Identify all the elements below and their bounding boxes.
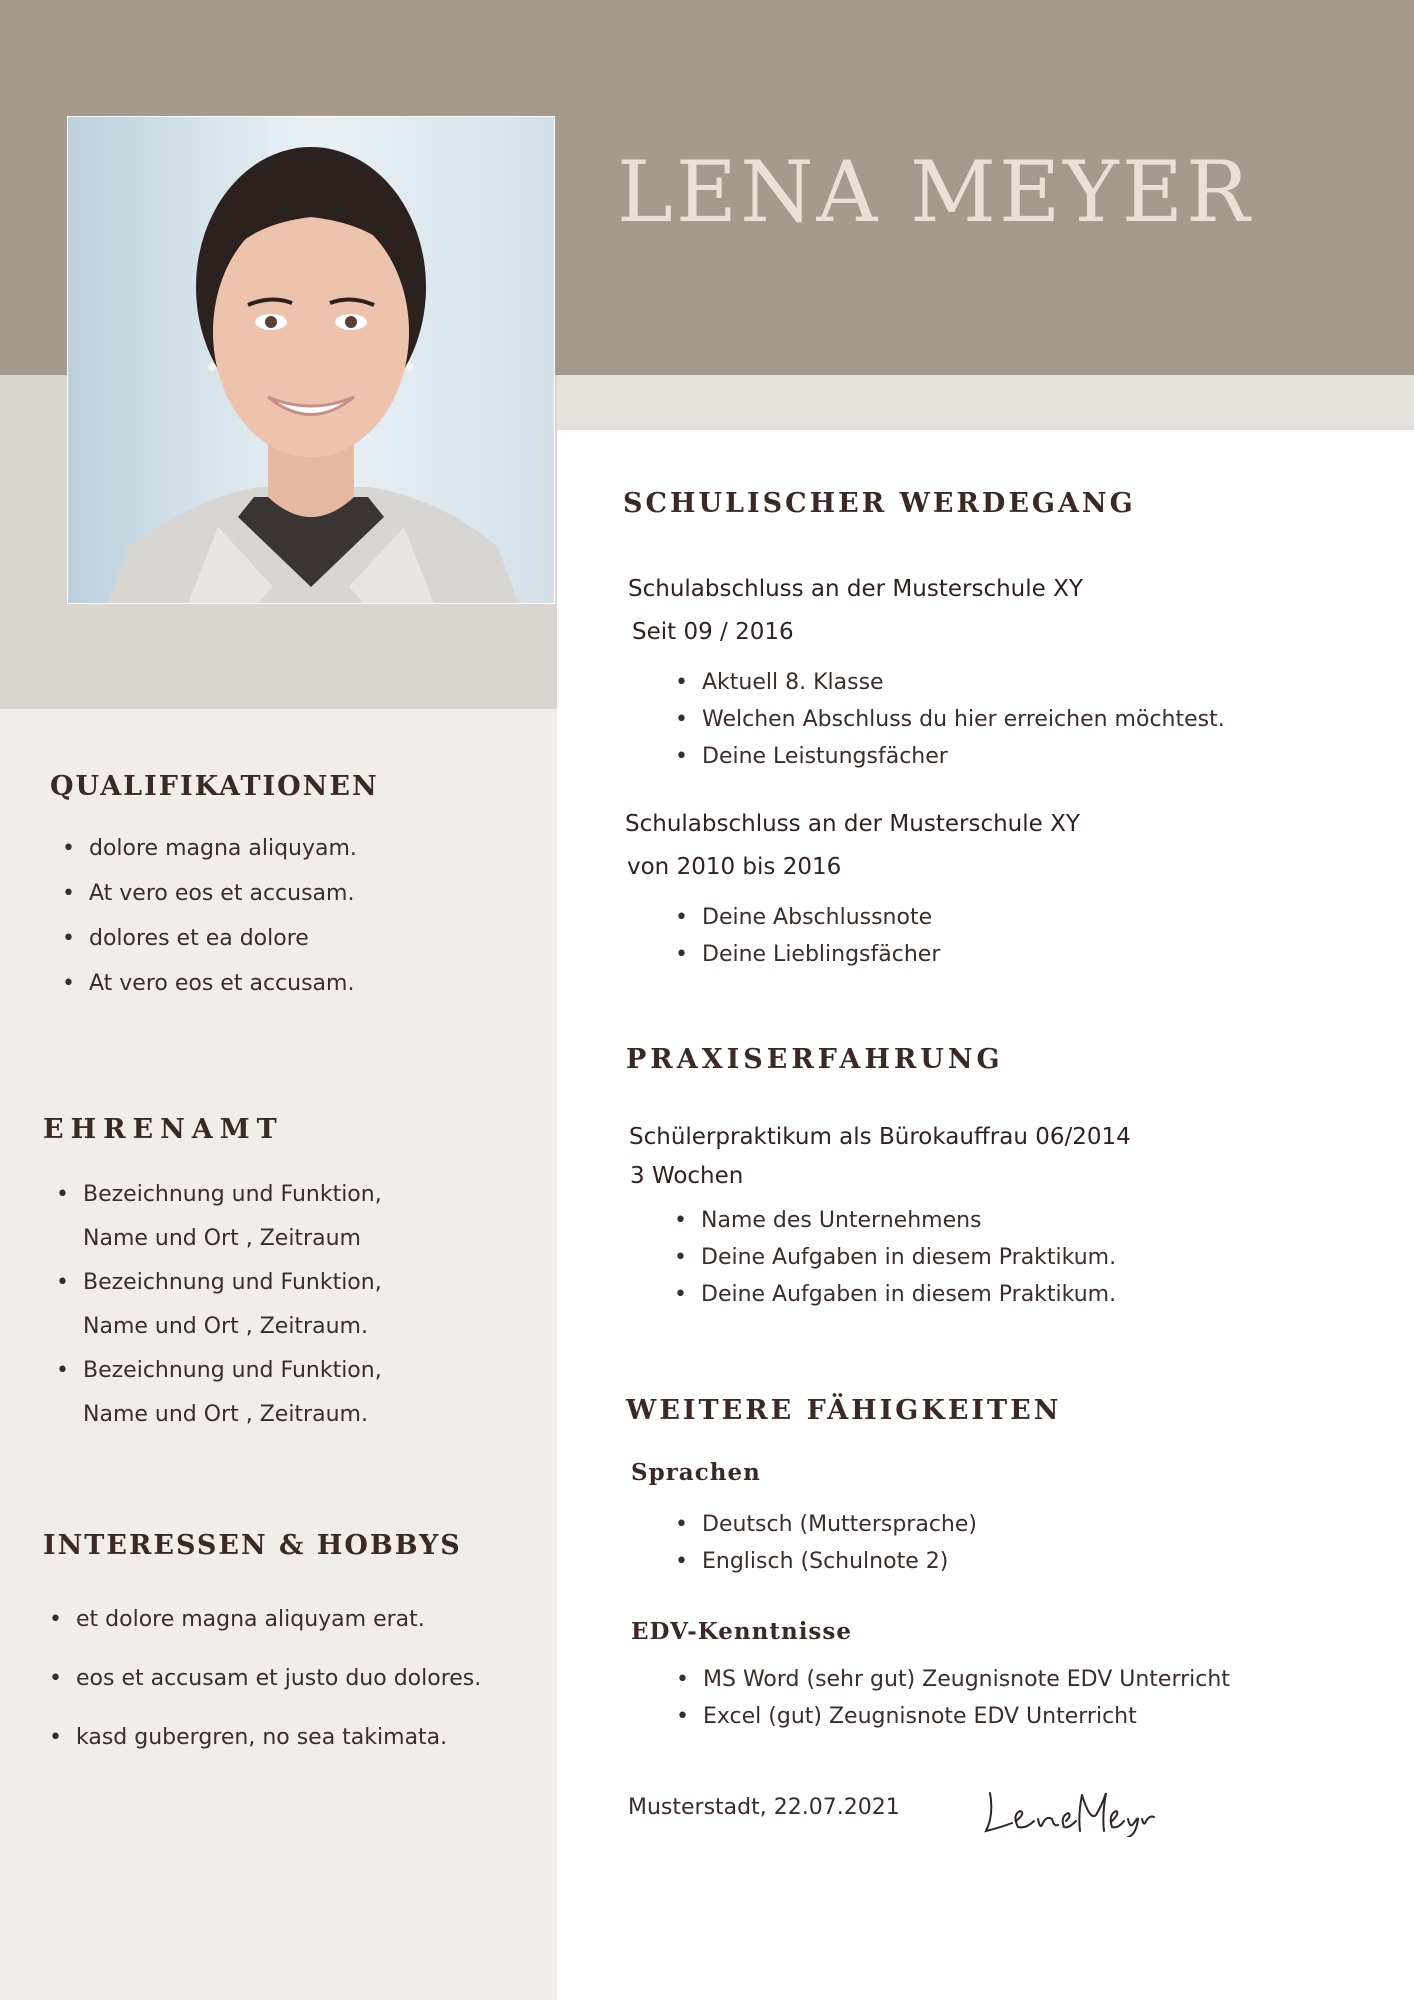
list-item: • Aktuell 8. Klasse bbox=[675, 664, 1225, 701]
subsection-title-sprachen: Sprachen bbox=[631, 1459, 761, 1486]
section-title-hobbys: INTERESSEN & HOBBYS bbox=[43, 1530, 462, 1561]
hobbies-list bbox=[49, 1590, 481, 1767]
section-title-praxis: PRAXISERFAHRUNG bbox=[626, 1044, 1004, 1075]
internship-period: 3 Wochen bbox=[630, 1163, 744, 1189]
list-item: • Deutsch (Muttersprache) bbox=[675, 1506, 977, 1543]
list-item: • Welchen Abschluss du hier erreichen möchtest. bbox=[675, 701, 1225, 738]
school-entry-period: von 2010 bis 2016 bbox=[627, 854, 842, 880]
list-item: • MS Word (sehr gut) Zeugnisnote EDV Unterricht bbox=[676, 1661, 1230, 1698]
list-item: • Bezeichnung und Funktion, Name und Ort , Zeitraum bbox=[56, 1173, 382, 1261]
volunteer-list bbox=[56, 1173, 382, 1437]
list-item: • et dolore magna aliquyam erat. bbox=[49, 1590, 481, 1649]
list-item: • Bezeichnung und Funktion, Name und Ort , Zeitraum. bbox=[56, 1349, 382, 1437]
list-item: • dolore magna aliquyam. bbox=[62, 826, 357, 871]
list-item: • kasd gubergren, no sea takimata. bbox=[49, 1708, 481, 1767]
school-entry-title: Schulabschluss an der Musterschule XY bbox=[628, 576, 1083, 602]
section-title-faehigkeiten: WEITERE FÄHIGKEITEN bbox=[626, 1395, 1062, 1426]
list-item: • At vero eos et accusam. bbox=[62, 871, 357, 916]
section-title-ehrenamt: EHRENAMT bbox=[43, 1114, 284, 1145]
list-item: • Englisch (Schulnote 2) bbox=[675, 1543, 977, 1580]
school-entry-bullets bbox=[675, 899, 940, 973]
profile-photo bbox=[67, 116, 555, 604]
language-list bbox=[675, 1506, 977, 1580]
it-skills-list bbox=[676, 1661, 1230, 1735]
school-entry-period: Seit 09 / 2016 bbox=[632, 619, 794, 645]
list-item: • Deine Leistungsfächer bbox=[675, 738, 1225, 775]
candidate-name: LENA MEYER bbox=[617, 143, 1253, 241]
list-item: • Deine Aufgaben in diesem Praktikum. bbox=[674, 1239, 1116, 1276]
qualifications-list bbox=[62, 826, 357, 1006]
list-item: • Excel (gut) Zeugnisnote EDV Unterricht bbox=[676, 1698, 1230, 1735]
place-date: Musterstadt, 22.07.2021 bbox=[628, 1795, 900, 1820]
list-item: • Bezeichnung und Funktion, Name und Ort , Zeitraum. bbox=[56, 1261, 382, 1349]
subsection-title-edv: EDV-Kenntnisse bbox=[631, 1618, 852, 1645]
list-item: • At vero eos et accusam. bbox=[62, 961, 357, 1006]
school-entry-bullets bbox=[675, 664, 1225, 775]
section-title-schule: SCHULISCHER WERDEGANG bbox=[623, 488, 1136, 519]
signature bbox=[982, 1785, 1157, 1837]
list-item: • Deine Aufgaben in diesem Praktikum. bbox=[674, 1276, 1116, 1313]
internship-title: Schülerpraktikum als Bürokauffrau 06/2014 bbox=[629, 1124, 1131, 1150]
internship-bullets bbox=[674, 1202, 1116, 1313]
school-entry-title: Schulabschluss an der Musterschule XY bbox=[625, 811, 1080, 837]
list-item: • eos et accusam et justo duo dolores. bbox=[49, 1649, 481, 1708]
list-item: • Deine Abschlussnote bbox=[675, 899, 940, 936]
list-item: • dolores et ea dolore bbox=[62, 916, 357, 961]
section-title-qualifikationen: QUALIFIKATIONEN bbox=[50, 771, 379, 802]
list-item: • Name des Unternehmens bbox=[674, 1202, 1116, 1239]
list-item: • Deine Lieblingsfächer bbox=[675, 936, 940, 973]
